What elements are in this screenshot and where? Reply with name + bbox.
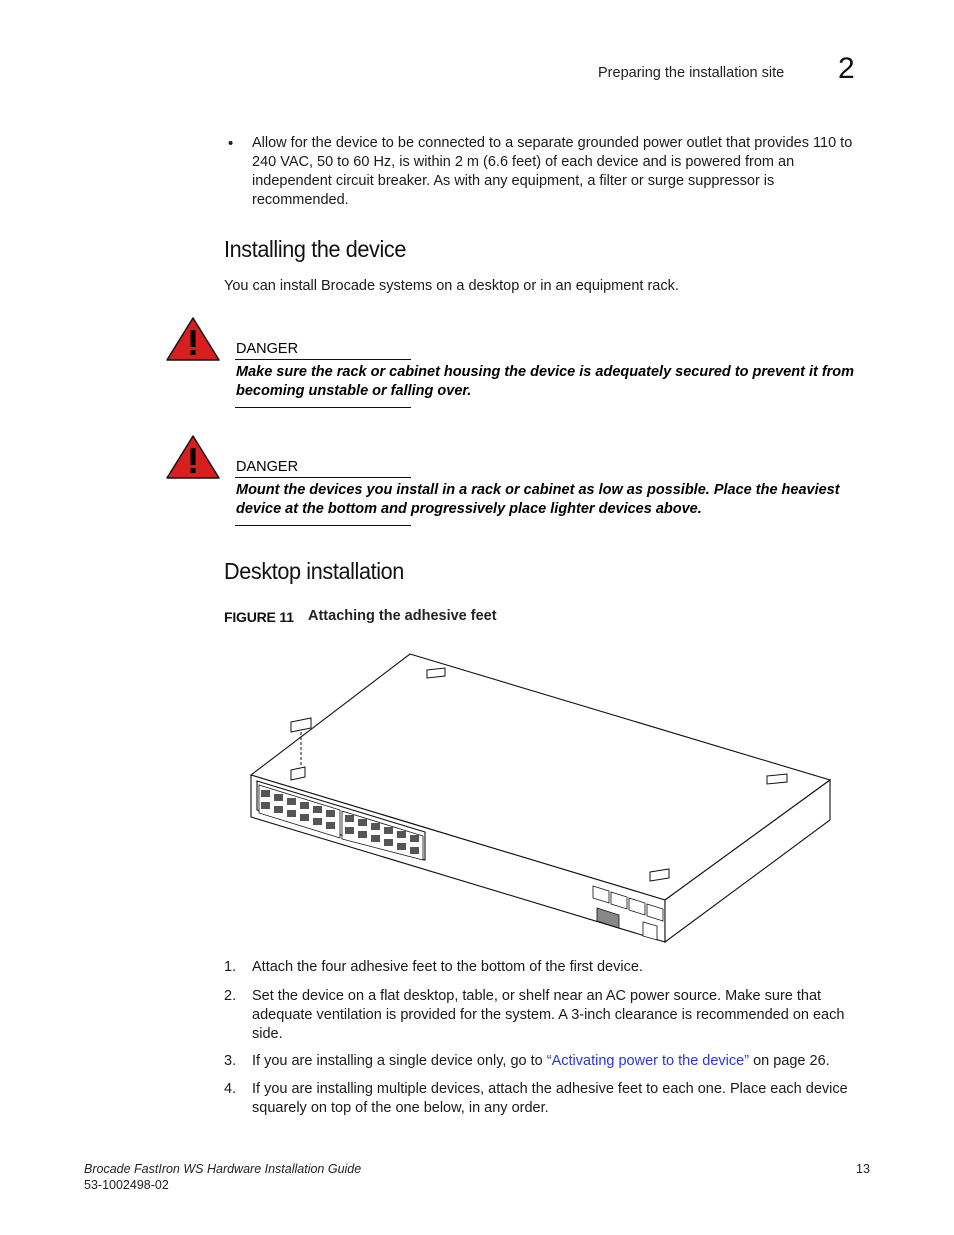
section-heading-installing: Installing the device	[224, 236, 407, 262]
bullet-text: Allow for the device to be connected to a separate grounded power outlet that provides 110 to 240 VAC, 50 to 60 Hz, is within 2 m (6.6 feet) of each device and is powered from an independent circuit breaker. As with any equipment, a filter or surge suppressor is recommended.	[252, 135, 853, 208]
danger-label: DANGER	[236, 341, 299, 357]
step-number: 2.	[224, 988, 237, 1004]
danger-warning-icon	[165, 434, 221, 480]
running-header-title: Preparing the installation site	[598, 65, 785, 81]
danger-top-rule	[235, 359, 411, 360]
danger-bottom-rule	[235, 525, 411, 526]
step-text: Attach the four adhesive feet to the bottom of the first device.	[252, 959, 643, 975]
danger-warning-icon	[165, 316, 221, 362]
danger-text: Make sure the rack or cabinet housing the device is adequately secured to prevent it from becoming unstable or falling over.	[236, 364, 855, 399]
step-text-suffix: on page 26.	[749, 1053, 830, 1069]
switch-adhesive-feet-illustration	[245, 650, 840, 950]
danger-text: Mount the devices you install in a rack or cabinet as low as possible. Place the heaviest device at the bottom and progressively place lighter devices above.	[236, 482, 840, 517]
chapter-number: 2	[838, 52, 855, 85]
section-intro: You can install Brocade systems on a desktop or in an equipment rack.	[224, 278, 679, 294]
step-text-prefix: If you are installing a single device only, go to	[252, 1053, 547, 1069]
footer-doc-number: 53-1002498-02	[84, 1178, 169, 1192]
step-number: 4.	[224, 1081, 237, 1097]
figure-number: FIGURE 11	[224, 609, 294, 625]
step-number: 3.	[224, 1053, 237, 1069]
step-text: Set the device on a flat desktop, table, or shelf near an AC power source. Make sure that adequate ventilation is provided for the system. A 3-inch clearance is recommended on each side.	[252, 988, 845, 1042]
danger-label: DANGER	[236, 459, 299, 475]
footer-doc-title: Brocade FastIron WS Hardware Installation Guide	[84, 1162, 362, 1176]
step-number: 1.	[224, 959, 237, 975]
section-heading-desktop: Desktop installation	[224, 558, 404, 584]
step-text	[252, 1052, 872, 1071]
footer-page-number: 13	[856, 1162, 870, 1176]
activating-power-link[interactable]: “Activating power to the device”	[546, 1053, 750, 1069]
danger-top-rule	[235, 477, 411, 478]
figure-title: Attaching the adhesive feet	[308, 608, 497, 624]
step-text: If you are installing multiple devices, attach the adhesive feet to each one. Place each device squarely on top of the one below, in any order.	[252, 1081, 848, 1116]
bullet-marker: •	[228, 135, 234, 152]
danger-bottom-rule	[235, 407, 411, 408]
